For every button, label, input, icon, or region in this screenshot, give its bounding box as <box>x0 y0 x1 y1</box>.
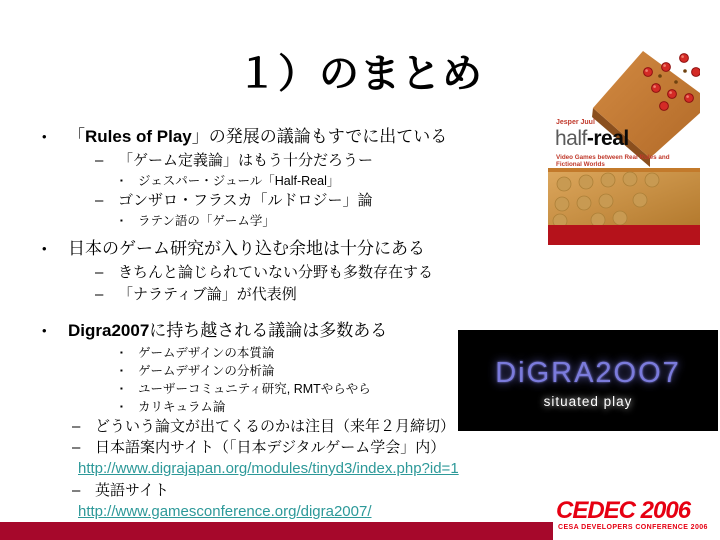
book-subtitle: Video Games between Real Rules and Fictional Worlds <box>556 154 670 168</box>
item-text: どういう論文が出てくるのかは注目（来年２月締切） <box>95 418 456 435</box>
item-text: ラテン語の「ゲーム学」 <box>138 214 275 228</box>
bullet-icon: • <box>42 241 47 256</box>
cedec-title: CEDEC 2006 <box>556 497 691 524</box>
square-bullet-icon: ▪ <box>120 176 123 185</box>
bullet-item <box>0 124 545 150</box>
square-bullet-icon: ▪ <box>120 348 123 357</box>
dash-icon: – <box>72 482 81 499</box>
bullet-item <box>0 262 545 284</box>
square-bullet-icon: ▪ <box>120 216 123 225</box>
item-text: 「ナラティブ論」が代表例 <box>118 286 297 303</box>
square-bullet-icon: ▪ <box>120 384 123 393</box>
bullet-item <box>0 190 545 212</box>
item-text: ジェスパー・ジュール「Half-Real」 <box>138 174 340 188</box>
bullet-item <box>0 150 545 172</box>
dash-icon: – <box>72 418 81 435</box>
item-text: 日本のゲーム研究が入り込む余地は十分にある <box>68 239 425 258</box>
dash-icon: – <box>72 439 81 456</box>
item-text: ゴンザロ・フラスカ「ルドロジー」論 <box>118 192 373 209</box>
item-text: ユーザーコミュニティ研究, RMTやらやら <box>138 382 371 396</box>
digra-subtitle: situated play <box>543 394 633 409</box>
cedec-logo <box>556 497 720 540</box>
cedec-subtitle: CESA DEVELOPERS CONFERENCE 2006 <box>558 524 708 531</box>
item-text: カリキュラム論 <box>138 400 226 414</box>
item-text: 英語サイト <box>95 482 169 499</box>
item-text: きちんと論じられていない分野も多数存在する <box>118 264 434 281</box>
dash-icon: – <box>95 152 104 169</box>
peg-holes-photo <box>548 168 700 225</box>
item-text: Digra2007に持ち越される議論は多数ある <box>68 321 388 340</box>
item-text: ゲームデザインの本質論 <box>138 346 275 360</box>
bullet-icon: • <box>42 129 47 144</box>
digra-title: DiGRA2OO7 <box>495 357 681 389</box>
dash-icon: – <box>95 192 104 209</box>
bullet-list <box>0 124 545 523</box>
digrajapan-link[interactable]: http://www.digrajapan.org/modules/tinyd3/index.php?id=1 <box>78 460 459 477</box>
book-author: Jesper Juul <box>556 119 595 126</box>
square-bullet-icon: ▪ <box>120 402 123 411</box>
bullet-item <box>0 172 545 190</box>
slide-title: １）のまとめ <box>237 52 483 96</box>
item-text: 日本語案内サイト（「日本デジタルゲーム学会」内） <box>95 439 446 456</box>
item-text: 「ゲーム定義論」はもう十分だろうー <box>118 152 374 169</box>
bullet-item <box>0 284 545 306</box>
dash-icon: – <box>95 286 104 303</box>
item-text: 「Rules of Play」の発展の議論もすでに出ている <box>68 127 448 146</box>
half-real-book-cover <box>548 13 700 245</box>
cover-red-band <box>548 225 700 245</box>
dash-icon: – <box>95 264 104 281</box>
square-bullet-icon: ▪ <box>120 366 123 375</box>
bullet-item <box>0 236 545 262</box>
bullet-item <box>0 437 545 458</box>
digra2007-logo <box>458 330 718 431</box>
bottom-red-bar <box>0 522 553 540</box>
gamesconference-link[interactable]: http://www.gamesconference.org/digra2007/ <box>78 503 372 520</box>
item-text: ゲームデザインの分析論 <box>138 364 275 378</box>
book-title: half-real <box>555 127 629 150</box>
bullet-icon: • <box>42 323 47 338</box>
bullet-item <box>0 480 545 501</box>
bullet-item <box>0 212 545 230</box>
